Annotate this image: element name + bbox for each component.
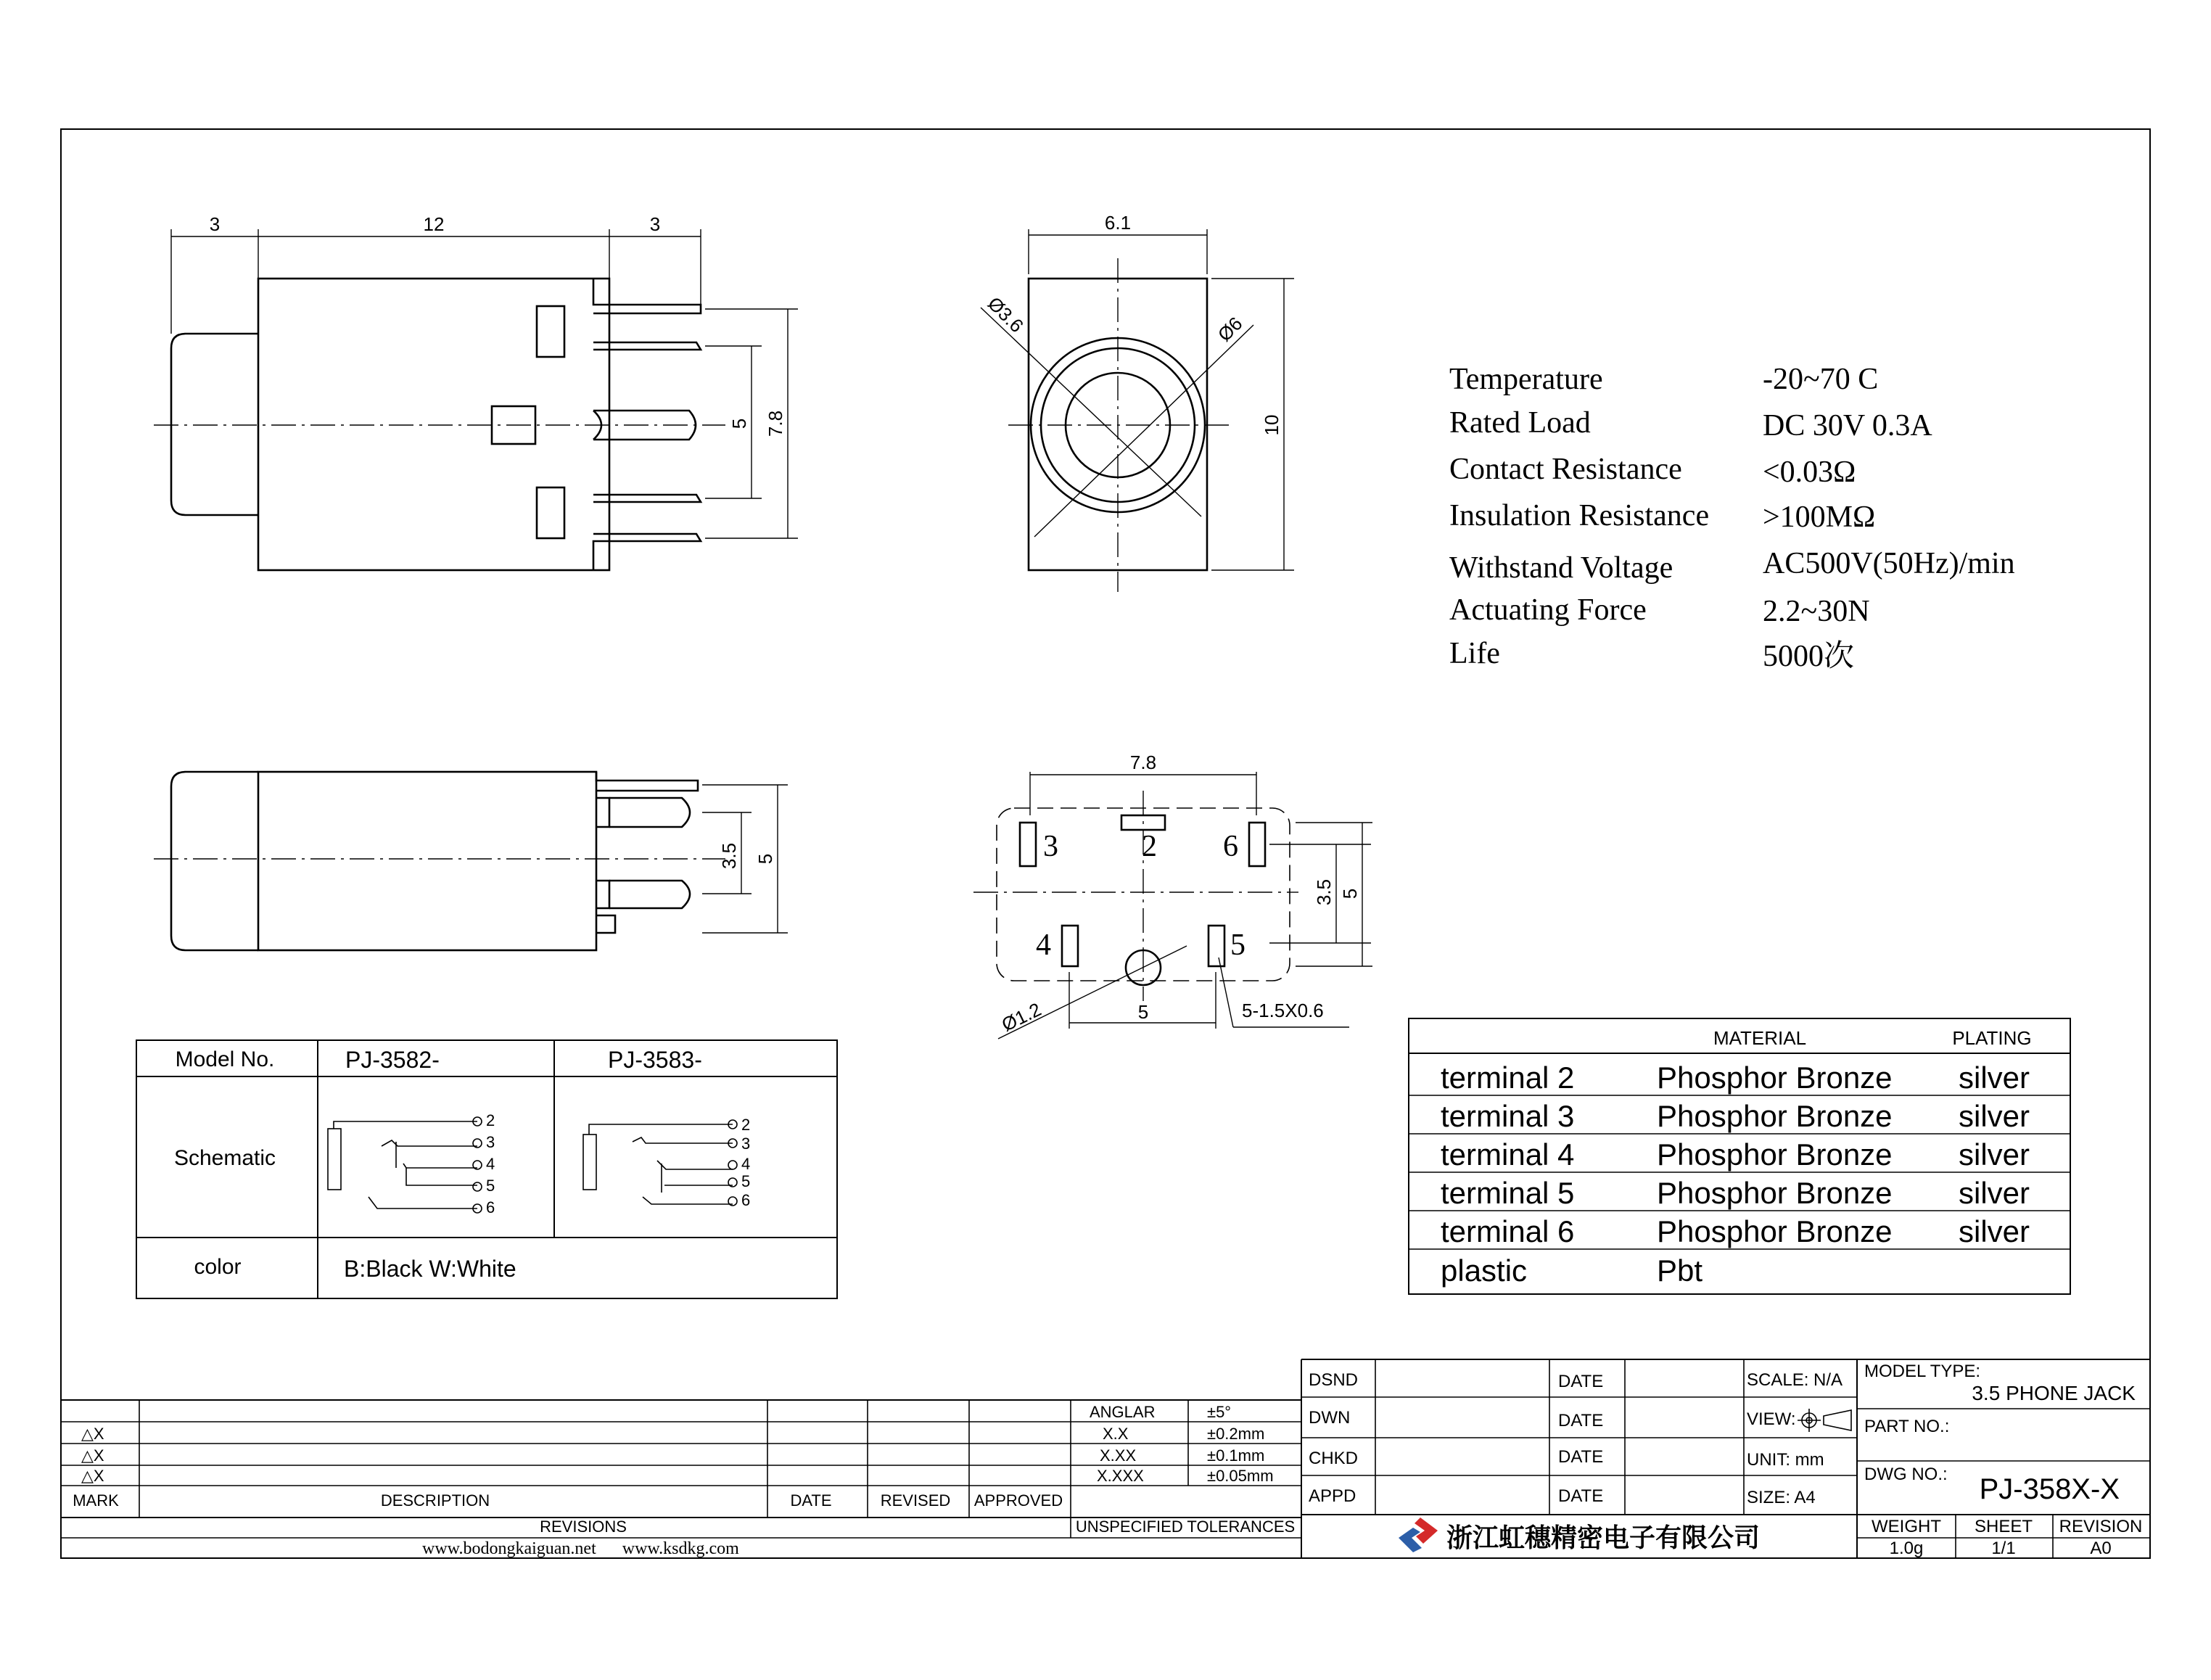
dim-7-8: 7.8 (765, 410, 786, 437)
dim-diam-6: Ø6 (1213, 312, 1247, 346)
material-name-5: Phosphor Bronze (1657, 1214, 1893, 1248)
spec-label-insulation-resistance: Insulation Resistance (1449, 499, 1710, 532)
spec-value-insulation-resistance: >100MΩ (1763, 501, 1876, 534)
side-window-top (537, 306, 564, 357)
material-plating-2: silver (1959, 1099, 2030, 1133)
front-view (981, 212, 1294, 592)
material-part-3: terminal 4 (1441, 1137, 1575, 1172)
col-date: DATE (790, 1491, 832, 1510)
schematic-a-pin-6: 6 (486, 1198, 495, 1216)
pcb-pad-4 (1062, 926, 1078, 966)
tol-value-xx: ±0.1mm (1207, 1446, 1265, 1465)
tol-value-x: ±0.2mm (1207, 1425, 1265, 1443)
col-mark: MARK (73, 1491, 119, 1510)
role-appd: APPD (1309, 1486, 1356, 1506)
date-label-2: DATE (1558, 1411, 1604, 1430)
pcb-pad-3 (1020, 823, 1036, 866)
spec-label-rated-load: Rated Load (1449, 406, 1591, 440)
revisions-caption: REVISIONS (540, 1518, 627, 1536)
tol-label-xxx: X.XXX (1097, 1467, 1144, 1485)
material-name-6: Pbt (1657, 1253, 1703, 1288)
mark-2: △X (81, 1446, 104, 1465)
websites: www.bodongkaiguan.net www.ksdkg.com (422, 1539, 739, 1558)
pin-number-4: 4 (1036, 928, 1051, 962)
material-header: MATERIAL (1713, 1027, 1807, 1049)
bottom-body (258, 772, 596, 950)
pcb-layout (973, 752, 1372, 1039)
sheet-label: SHEET (1974, 1517, 2033, 1536)
dim-12: 12 (423, 213, 445, 235)
schematic-b-pin-6: 6 (741, 1191, 751, 1209)
material-plating-3: silver (1959, 1137, 2030, 1172)
schematic-b-pin-3: 3 (741, 1135, 751, 1153)
spec-label-withstand-voltage: Withstand Voltage (1449, 551, 1673, 585)
schematic-a-pin-5: 5 (486, 1177, 495, 1195)
unit: UNIT: mm (1747, 1450, 1824, 1470)
role-dsnd: DSND (1309, 1370, 1359, 1390)
model-type-value: 3.5 PHONE JACK (1972, 1382, 2136, 1404)
scale: SCALE: N/A (1747, 1370, 1843, 1390)
date-label-1: DATE (1558, 1372, 1604, 1391)
dim-pcb-3-5: 3.5 (1313, 878, 1335, 906)
model-table (136, 1040, 837, 1298)
plating-header: PLATING (1952, 1027, 2032, 1049)
spec-value-withstand-voltage: AC500V(50Hz)/min (1763, 547, 2015, 580)
revision-value: A0 (2090, 1539, 2112, 1558)
model-type-label: MODEL TYPE: (1864, 1362, 1981, 1381)
dim-10: 10 (1261, 414, 1282, 436)
dim-6-1: 6.1 (1104, 212, 1132, 234)
schematic-label: Schematic (173, 1146, 276, 1170)
dwg-no-label: DWG NO.: (1864, 1465, 1948, 1484)
dim-diam-3-6: Ø3.6 (983, 292, 1028, 337)
tolerances-caption: UNSPECIFIED TOLERANCES (1075, 1518, 1296, 1536)
spec-label-life: Life (1449, 637, 1500, 670)
pin-number-3: 3 (1043, 830, 1058, 863)
role-chkd: CHKD (1309, 1449, 1359, 1468)
material-part-2: terminal 3 (1441, 1099, 1575, 1133)
side-view-top (154, 213, 798, 570)
pin-number-5: 5 (1230, 928, 1246, 962)
tol-value-angle: ±5° (1207, 1403, 1232, 1421)
revision-label: REVISION (2059, 1517, 2143, 1536)
mark-1: △X (81, 1425, 104, 1443)
spec-value-temperature: -20~70 C (1763, 363, 1879, 396)
company-name: 浙江虹穗精密电子有限公司 (1446, 1523, 1761, 1552)
dim-pcb-5-v: 5 (1339, 888, 1361, 899)
dim-pcb-7-8: 7.8 (1129, 752, 1157, 773)
dim-3-left: 3 (209, 213, 221, 235)
pcb-pad-6 (1249, 823, 1265, 866)
projection-symbol-icon (1798, 1409, 1851, 1432)
dwg-no-value: PJ-358X-X (1979, 1473, 2120, 1505)
material-name-3: Phosphor Bronze (1657, 1137, 1893, 1172)
company-logo-icon (1399, 1518, 1438, 1552)
spec-value-actuating-force: 2.2~30N (1763, 595, 1870, 628)
spec-list (1449, 363, 2015, 673)
model-pj-3583: PJ-3583- (608, 1047, 702, 1073)
material-part-6: plastic (1441, 1253, 1528, 1288)
dim-slot: 5-1.5X0.6 (1242, 1000, 1324, 1021)
tol-label-x: X.X (1103, 1425, 1129, 1443)
dim-pcb-5-h: 5 (1137, 1001, 1149, 1023)
side-sleeve (171, 334, 258, 515)
title-block (1301, 1359, 2150, 1558)
schematic-b-pin-5: 5 (741, 1172, 751, 1190)
material-plating-4: silver (1959, 1176, 2030, 1210)
schematic-b-pin-2: 2 (741, 1116, 751, 1134)
dim-5-bottom: 5 (754, 853, 776, 865)
tol-label-xx: X.XX (1100, 1446, 1137, 1465)
material-part-5: terminal 6 (1441, 1214, 1575, 1248)
side-window-bottom (537, 487, 564, 538)
spec-value-contact-resistance: <0.03Ω (1763, 456, 1856, 489)
date-label-4: DATE (1558, 1486, 1604, 1506)
schematic-a-pin-3: 3 (486, 1133, 495, 1151)
tol-value-xxx: ±0.05mm (1207, 1467, 1274, 1485)
sheet-value: 1/1 (1991, 1539, 2016, 1558)
revisions-block (61, 1400, 1301, 1558)
col-approved: APPROVED (973, 1491, 1063, 1510)
material-plating-1: silver (1959, 1061, 2030, 1095)
pin-number-2: 2 (1142, 830, 1157, 863)
spec-value-life: 5000次 (1763, 640, 1855, 673)
color-value: B:Black W:White (344, 1256, 516, 1282)
spec-value-rated-load: DC 30V 0.3A (1763, 409, 1932, 442)
material-name-4: Phosphor Bronze (1657, 1176, 1893, 1210)
model-pj-3582: PJ-3582- (345, 1047, 440, 1073)
front-diam-6-leader (1034, 325, 1253, 537)
schematic-b-pin-4: 4 (741, 1155, 751, 1173)
size: SIZE: A4 (1747, 1488, 1816, 1507)
mark-3: △X (81, 1467, 104, 1485)
dim-3-5: 3.5 (718, 842, 740, 870)
weight-label: WEIGHT (1872, 1517, 1941, 1536)
dim-diam-1-2: Ø1.2 (998, 998, 1045, 1036)
material-name-2: Phosphor Bronze (1657, 1099, 1893, 1133)
schematic-a-pin-4: 4 (486, 1155, 495, 1173)
drawing-border (61, 129, 2150, 1558)
pin-number-6: 6 (1223, 830, 1238, 863)
side-body (258, 279, 609, 570)
material-name-1: Phosphor Bronze (1657, 1061, 1893, 1095)
schematic-pj-3582 (328, 1111, 495, 1216)
part-no-label: PART NO.: (1864, 1417, 1950, 1436)
material-plating-5: silver (1959, 1214, 2030, 1248)
role-dwn: DWN (1309, 1408, 1351, 1428)
view-label: VIEW: (1747, 1409, 1796, 1429)
pcb-pad-5 (1209, 926, 1224, 966)
dim-3-right: 3 (649, 213, 661, 235)
schematic-pj-3583 (583, 1116, 750, 1209)
material-part-1: terminal 2 (1441, 1061, 1575, 1095)
side-view-bottom (154, 772, 788, 950)
tol-label-angle: ANGLAR (1090, 1403, 1156, 1421)
color-label: color (194, 1255, 242, 1279)
spec-label-contact-resistance: Contact Resistance (1449, 453, 1682, 486)
bottom-sleeve (171, 772, 258, 950)
schematic-a-pin-2: 2 (486, 1111, 495, 1129)
material-part-4: terminal 5 (1441, 1176, 1575, 1210)
material-table (1409, 1018, 2070, 1294)
dim-5: 5 (728, 418, 750, 429)
date-label-3: DATE (1558, 1447, 1604, 1467)
col-description: DESCRIPTION (380, 1491, 490, 1510)
model-no-label: Model No. (175, 1047, 275, 1071)
spec-label-actuating-force: Actuating Force (1449, 593, 1647, 627)
spec-label-temperature: Temperature (1449, 363, 1603, 396)
col-revised: REVISED (880, 1491, 951, 1510)
weight-value: 1.0g (1889, 1539, 1924, 1558)
